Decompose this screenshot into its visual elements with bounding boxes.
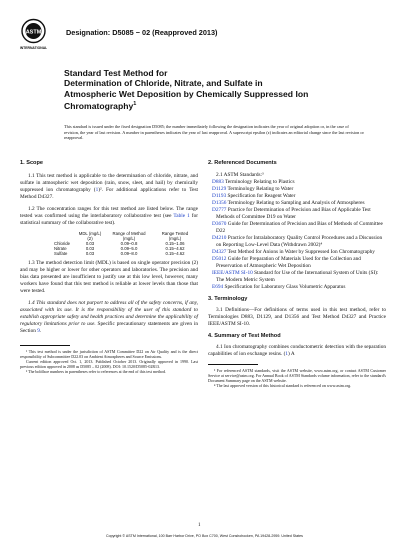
title-line: Atmospheric Wet Deposition by Chemically Suppressed Ion	[64, 88, 309, 99]
title-line: Determination of Chloride, Nitrate, and Sulfate in	[64, 78, 263, 89]
reference-code-link[interactable]: D1193	[212, 193, 227, 199]
designation: Designation: D5085 − 02 (Reapproved 2013)	[66, 28, 218, 37]
reference-code-link[interactable]: D3670	[212, 221, 227, 227]
table-link[interactable]: Table 1	[173, 213, 190, 219]
paragraph-1-2: 1.2 The concentration ranges for this test method are listed below. The range tested was confirmed using the interlaboratory collaborative test (see Table 1 for statistical summary of the collaborative test).	[20, 206, 198, 226]
footnote-4: ⁴ The last approved version of this historical standard is referenced on www.astm.org.	[214, 383, 352, 388]
reference-item	[208, 193, 386, 200]
copyright-footer: Copyright © ASTM International, 100 Barr Harbor Drive, PO Box C700, West Conshohocken, PA 19428-2959. United States	[106, 534, 303, 538]
reference-title: Practice for Determination of Precision and Bias of Applicable Test Methods of Committee D19 on Water	[216, 207, 371, 220]
section-heading: 1. Scope	[20, 160, 44, 166]
reference-title: Practice for Intralaboratory Quality Control Procedures and a Discussion on Reporting Low-Level Data (Withdrawn 2002)⁴	[216, 235, 383, 248]
page-number: 1	[198, 523, 201, 528]
reference-code-link[interactable]: IEEE/ASTM SI-10	[212, 270, 253, 276]
table-header-row: MDL (mg/L) (2) Range of Method (mg/L) Range Tested (mg/L)	[78, 231, 189, 241]
reference-item	[208, 186, 386, 193]
astm-logo	[20, 18, 47, 52]
reference-item	[208, 235, 386, 249]
paragraph-1-4: 1.4 This standard does not purport to address all of the safety concerns, if any, associated with its use. It is the responsibility of the user of this standard to establish appropriate safety and health practices and determine the applicability of regulatory limitations prior to use. Specific precautionary statements are given in Section 9.	[20, 300, 198, 334]
reference-item	[208, 200, 386, 207]
footnote-2: ² The boldface numbers in parentheses refer to references at the end of this test method.	[26, 369, 166, 374]
standard-note: This standard is issued under the fixed designation D5085; the number immediately following the designation indicates the year of original adoption or, in the case of revision, the year of last revision. A number in parentheses indicates the year of last reapproval. A superscript epsilon (ε) indicates an editorial change since the last revision or reapproval.	[64, 124, 364, 141]
reference-code-link[interactable]: D1129	[212, 186, 227, 192]
reference-title: Terminology Relating to Sampling and Analysis of Atmospheres	[226, 200, 365, 206]
footnote-1: ¹ This test method is under the jurisdiction of ASTM Committee D22 on Air Quality and is the direct responsibility of Subcommittee D22.03 on Ambient Atmospheres and Source Emissions.	[20, 349, 198, 359]
title-line: Chromatography$^1$	[64, 100, 137, 111]
reference-code-link[interactable]: D2777	[212, 207, 227, 213]
footnote-divider	[208, 364, 258, 365]
reference-item	[208, 284, 386, 291]
concentration-table	[50, 231, 198, 256]
section-heading: 4. Summary of Test Method	[208, 333, 281, 339]
right-column	[208, 160, 386, 388]
document-title	[64, 68, 364, 111]
left-column	[20, 160, 198, 374]
table-row: Chloride 0.03 0.09–0.8 0.15–1.06	[54, 241, 185, 246]
reference-title: Guide for Preparation of Materials Used for the Collection and Preservation of Atmospheric Wet Deposition	[216, 256, 361, 269]
ref-link[interactable]: 1	[95, 187, 99, 193]
paragraph-1-3: 1.3 The method detection limit (MDL) is based on single operator precision (2) and may be higher or lower for other operators and laboratories. The precision and bias data presented are insufficient to justify use at this low level, however, many workers have found that this test method is reliable at lower levels than those that were tested.	[20, 260, 198, 294]
table-row: Sulfate 0.03 0.09–8.0 0.15–4.62	[54, 251, 185, 256]
reference-item	[208, 270, 386, 284]
paragraph-2-1: 2.1 ASTM Standards:³	[216, 172, 264, 178]
reference-item	[208, 207, 386, 221]
paragraph-1-1: 1.1 This test method is applicable to the determination of chloride, nitrate, and sulfate in atmospheric wet deposition (rain, snow, sleet, and hail) by chemically suppressed ion chromatography (1)². For additional applications refer to Test Method D4327.	[20, 173, 198, 200]
referenced-standards-list	[208, 179, 386, 291]
reference-title: Terminology Relating to Water	[226, 186, 294, 192]
reference-code-link[interactable]: D4210	[212, 235, 227, 241]
reference-code-link[interactable]: D5012	[212, 256, 227, 262]
table-row: Nitrate 0.03 0.09–5.0 0.15–4.62	[54, 246, 185, 251]
reference-item	[208, 249, 386, 256]
section-heading: 2. Referenced Documents	[208, 160, 277, 166]
ref-link[interactable]: 1	[285, 351, 289, 357]
reference-code-link[interactable]: D1356	[212, 200, 227, 206]
reference-title: Terminology Relating to Plastics	[223, 179, 295, 185]
reference-code-link[interactable]: D4327	[212, 249, 227, 255]
paragraph-4-1: 4.1 Ion chromatography combines conductometric detection with the separation capabilities of ion exchange resins. (1) A	[208, 344, 386, 357]
paragraph-3-1: 3.1 Definitions—For definitions of terms used in this test method, refer to Terminologies D883, D1129, and D1356 and Test Method D4327 and Practice IEEE/ASTM SI-10.	[208, 307, 386, 327]
footnote-1b: Current edition approved Oct. 1, 2013. Published October 2013. Originally approved in 1990. Last previous edition approved in 2008 as D5085 – 02 (2008). DOI: 10.1520/D5085-02R13.	[20, 359, 198, 369]
svg-text:ASTM: ASTM	[25, 29, 42, 36]
reference-code-link[interactable]: D883	[212, 179, 224, 185]
section-link[interactable]: 9	[37, 328, 40, 334]
section-heading: 3. Terminology	[208, 296, 248, 302]
svg-text:INTERNATIONAL: INTERNATIONAL	[20, 46, 47, 50]
title-line: Standard Test Method for	[64, 68, 168, 78]
reference-code-link[interactable]: E694	[212, 284, 224, 290]
footnote-divider	[20, 345, 70, 346]
reference-title: Test Method for Anions in Water by Suppressed Ion Chromatography	[226, 249, 375, 255]
footnote-3: ³ For referenced ASTM standards, visit the ASTM website, www.astm.org, or contact ASTM Customer Service at service@astm.org. For Annual Book of ASTM Standards volume information, refer to the standard's Document Summary page on the ASTM website.	[208, 368, 386, 383]
reference-title: Specification for Laboratory Glass Volumetric Apparatus	[223, 284, 346, 290]
reference-title: Guide for Determination of Precision and Bias of Methods of Committee D22	[216, 221, 383, 234]
reference-item	[208, 221, 386, 235]
reference-title: Specification for Reagent Water	[226, 193, 296, 199]
reference-item	[208, 179, 386, 186]
reference-title: Standard for Use of the International System of Units (SI): The Modern Metric System	[216, 270, 379, 283]
reference-item	[208, 256, 386, 270]
